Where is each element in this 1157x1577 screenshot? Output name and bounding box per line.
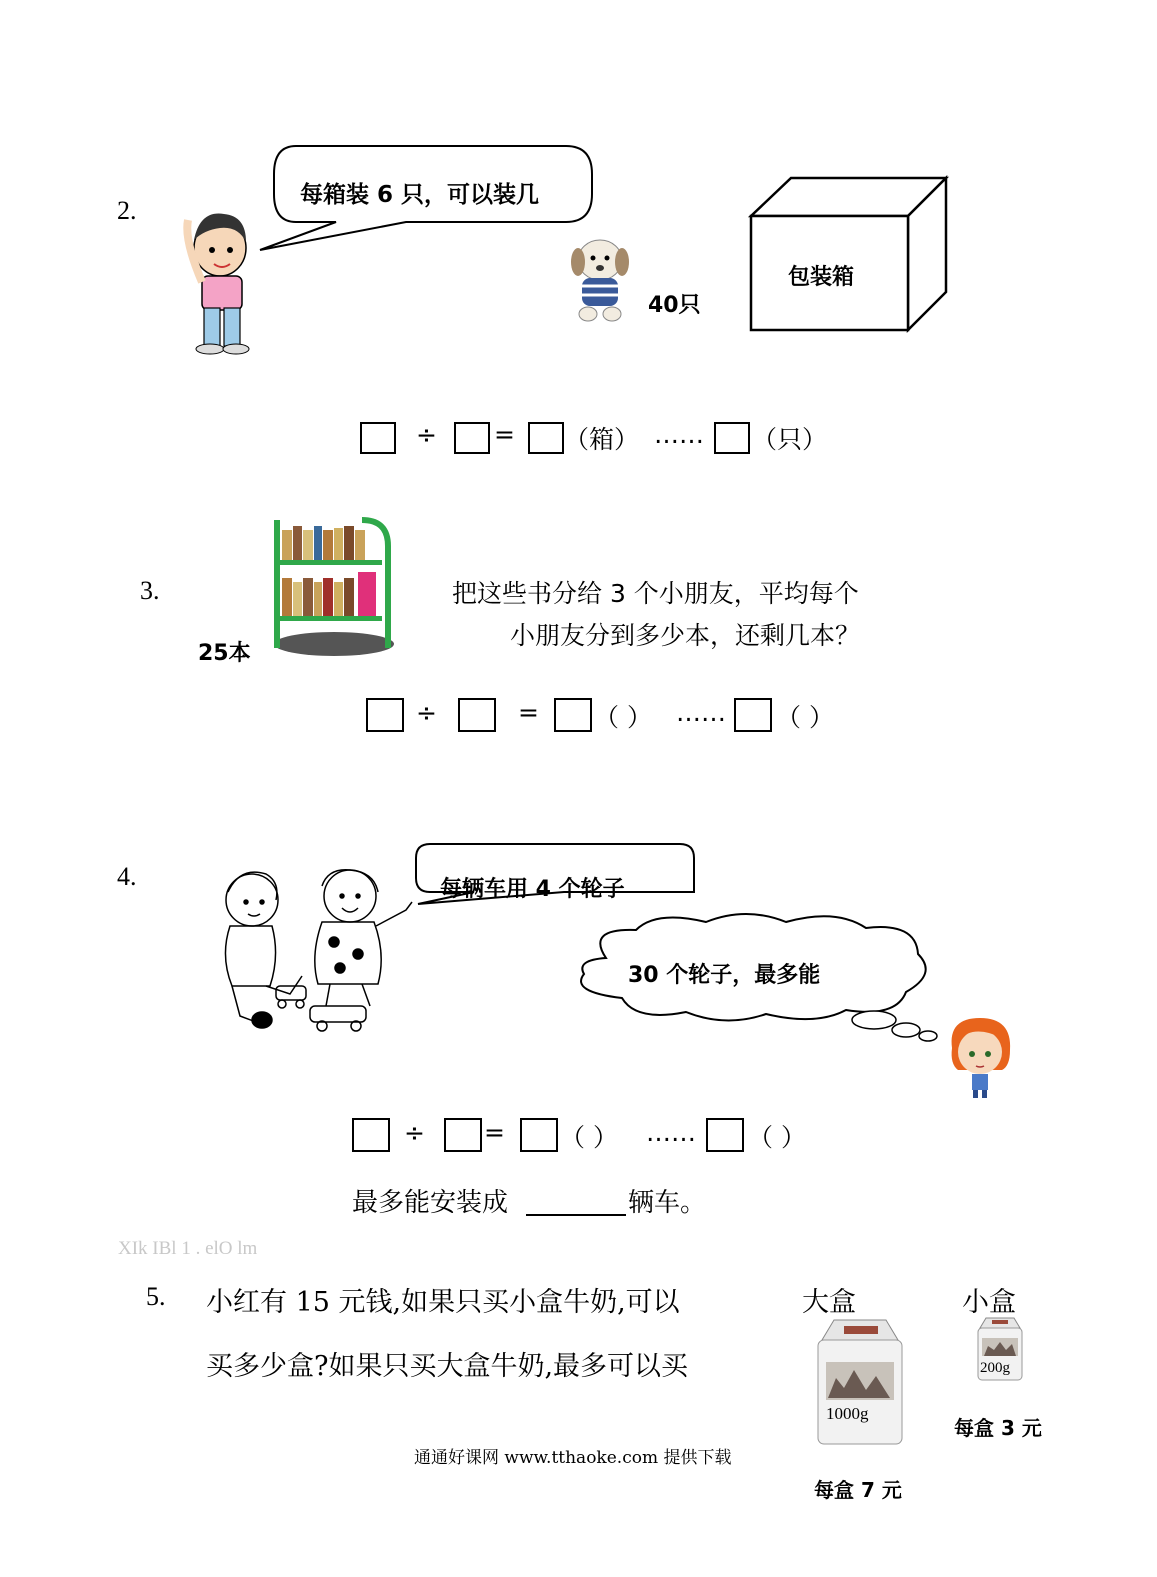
children-with-toy-cars-illustration	[210, 866, 420, 1034]
answer-box[interactable]	[366, 698, 404, 732]
speech-bubble-text: 每箱装 6 只，可以装几	[300, 182, 540, 208]
answer-box[interactable]	[360, 422, 396, 454]
equals-sign: =	[494, 420, 515, 449]
books-row-top	[282, 526, 365, 560]
divide-sign: ÷	[404, 1118, 425, 1147]
divide-sign: ÷	[416, 698, 437, 727]
question-5-number: 5.	[146, 1282, 166, 1311]
bookshelf-illustration	[262, 516, 398, 658]
question-3-number: 3.	[140, 576, 160, 605]
answer-sentence-prefix: 最多能安装成	[352, 1188, 509, 1218]
question-5-text-line1: 小红有 15 元钱,如果只买小盒牛奶,可以	[206, 1287, 680, 1318]
answer-box[interactable]	[520, 1118, 558, 1152]
packing-box-illustration	[748, 176, 950, 334]
answer-box[interactable]	[444, 1118, 482, 1152]
unit-label: （ ）	[776, 703, 834, 732]
large-milk-carton-illustration	[814, 1318, 906, 1448]
answer-box[interactable]	[714, 422, 750, 454]
small-carton-weight: 200g	[980, 1360, 1010, 1376]
speech-bubble-text-clip	[440, 872, 650, 902]
unit-label: （箱）	[564, 425, 640, 454]
small-carton-price: 每盒 3 元	[954, 1416, 1042, 1440]
large-carton-price-clip	[814, 1474, 910, 1502]
question-3-text-line1: 把这些书分给 3 个小朋友，平均每个	[452, 579, 859, 608]
unit-label: （ ）	[594, 703, 652, 732]
remainder-dots: ……	[676, 698, 726, 727]
speech-bubble-text: 每辆车用 4 个轮子	[440, 877, 625, 902]
answer-box[interactable]	[454, 422, 490, 454]
thought-cloud-text: 30 个轮子，最多能	[628, 963, 821, 988]
unit-label: （ ）	[560, 1123, 618, 1152]
unit-label: （ ）	[748, 1123, 806, 1152]
answer-box[interactable]	[352, 1118, 390, 1152]
question-2-number: 2.	[117, 196, 137, 225]
answer-box[interactable]	[706, 1118, 744, 1152]
question-3-text-line2: 小朋友分到多少本，还剩几本？	[510, 621, 861, 650]
big-box-label: 大盒	[802, 1287, 856, 1318]
large-carton-price: 每盒 7 元	[814, 1478, 902, 1502]
answer-box[interactable]	[734, 698, 772, 732]
small-carton-price-clip	[954, 1412, 1050, 1440]
equals-sign: =	[484, 1118, 505, 1147]
answer-blank-line[interactable]	[526, 1214, 626, 1216]
answer-box[interactable]	[528, 422, 564, 454]
puppy-count-label: 40只	[648, 293, 701, 318]
equals-sign: =	[518, 698, 539, 727]
unit-label: （只）	[752, 425, 828, 454]
puppy-toy-illustration	[566, 234, 634, 322]
faded-watermark-text: XIk IBl 1 . elO lm	[118, 1238, 258, 1259]
books-row-bottom	[282, 572, 376, 616]
girl-thinking-illustration	[944, 1014, 1016, 1100]
question-5-text-line2: 买多少盒?如果只买大盒牛奶,最多可以买	[206, 1351, 689, 1382]
answer-sentence-suffix: 辆车。	[628, 1188, 707, 1218]
remainder-dots: ……	[646, 1118, 696, 1147]
remainder-dots: ……	[654, 420, 704, 449]
small-box-label: 小盒	[962, 1287, 1016, 1318]
large-carton-weight: 1000g	[826, 1404, 869, 1423]
boy-thinking-illustration	[180, 200, 260, 355]
question-4-number: 4.	[117, 862, 137, 891]
answer-box[interactable]	[554, 698, 592, 732]
footer-source-credit: 通通好课网 www.tthaoke.com 提供下载	[414, 1448, 732, 1468]
packing-box-label: 包装箱	[788, 265, 855, 290]
book-count-label: 25本	[198, 641, 251, 666]
answer-box[interactable]	[458, 698, 496, 732]
divide-sign: ÷	[416, 420, 437, 449]
